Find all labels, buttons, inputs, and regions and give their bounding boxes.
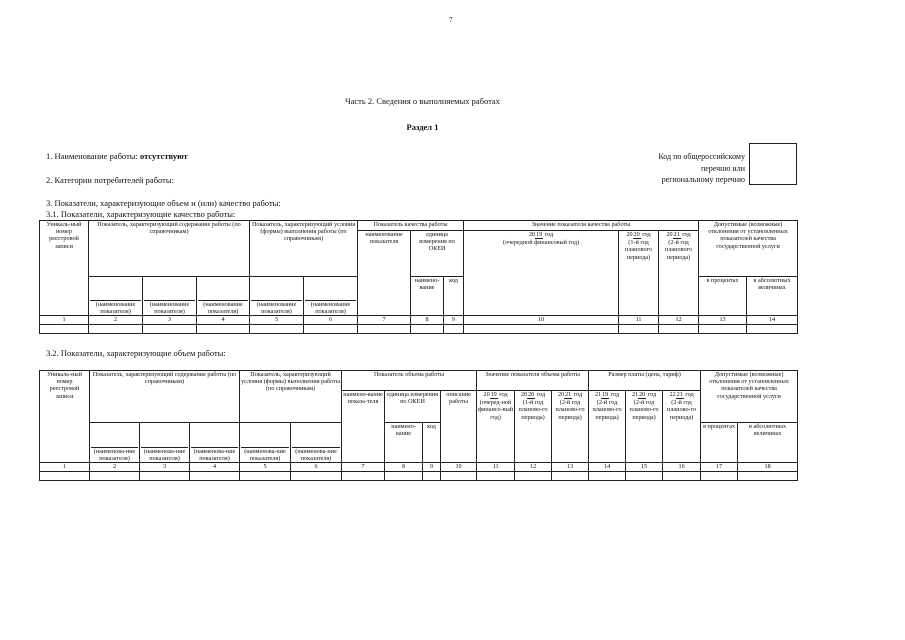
col-number: 5: [250, 316, 304, 325]
table-row-numbers: [40, 463, 798, 472]
table-cell[interactable]: [89, 325, 143, 334]
col-deviation-percent: в процентах: [701, 423, 738, 463]
work-name-label: 1. Наименование работы:: [46, 151, 140, 161]
col-unit-name: наимено-вание: [411, 277, 444, 316]
content-name-2: (наименование показателя): [143, 277, 197, 316]
col-volume-indicator: Показатель объема работы: [342, 371, 477, 391]
table-cell[interactable]: [250, 325, 304, 334]
col-fee-year-3: 2221 год (2-й год планово-го периода): [663, 391, 701, 463]
content-name-1: (наименова-ние показателя): [90, 423, 140, 463]
table-cell[interactable]: [663, 472, 701, 481]
col-number: 13: [699, 316, 747, 325]
work-name-line: [46, 151, 188, 161]
table-cell[interactable]: [464, 325, 619, 334]
col-volume-value: Значение показателя объема работы: [477, 371, 589, 391]
table-cell[interactable]: [40, 472, 90, 481]
table-cell[interactable]: [738, 472, 798, 481]
table-cell[interactable]: [444, 325, 464, 334]
quality-indicators-heading: 3.1. Показатели, характеризующие качество работы:: [46, 209, 236, 219]
table-cell[interactable]: [699, 325, 747, 334]
col-number: 11: [477, 463, 515, 472]
conditions-name-1: (наименование показателя): [250, 277, 304, 316]
table-cell[interactable]: [197, 325, 250, 334]
col-fee: Размер платы (цена, тариф): [589, 371, 701, 391]
col-work-description: описание работы: [441, 391, 477, 463]
col-number: 2: [89, 316, 143, 325]
table-cell[interactable]: [240, 472, 291, 481]
quality-indicators-table: [39, 220, 798, 334]
col-number: 12: [515, 463, 552, 472]
col-unit-code: код: [444, 277, 464, 316]
col-year-1: 2019 год (очередной финансовый год): [464, 231, 619, 316]
col-number: 9: [423, 463, 441, 472]
col-number: 7: [342, 463, 385, 472]
col-number: 18: [738, 463, 798, 472]
col-volume-year-2: 2020 год (1-й год планово-го периода): [515, 391, 552, 463]
col-number: 1: [40, 316, 89, 325]
table-cell[interactable]: [589, 472, 626, 481]
code-label-line: перечню или: [700, 163, 745, 173]
code-label: [600, 151, 745, 186]
col-quality-value: Значение показателя качества работы: [464, 221, 699, 231]
col-fee-year-2: 2120 год (2-й год планово-го периода): [626, 391, 663, 463]
col-number: 7: [358, 316, 411, 325]
col-number: 14: [747, 316, 798, 325]
col-number: 5: [240, 463, 291, 472]
col-number: 8: [385, 463, 423, 472]
volume-indicators-table: [39, 370, 798, 481]
table-cell[interactable]: [411, 325, 444, 334]
table-cell[interactable]: [515, 472, 552, 481]
col-number: 2: [90, 463, 140, 472]
content-name-3: (наименова-ние показателя): [190, 423, 240, 463]
table-cell[interactable]: [701, 472, 738, 481]
col-number: 6: [291, 463, 342, 472]
indicators-heading: 3. Показатели, характеризующие объем и (или) качество работы:: [46, 198, 281, 208]
col-quality-indicator: Показатель качества работы: [358, 221, 464, 231]
col-deviation-absolute: в абсолютных величинах: [747, 277, 798, 316]
col-deviation: Допустимые (возможные) отклонения от установленных показателей качества государственной услуги: [699, 221, 798, 277]
col-content-indicator: Показатель, характеризующий содержание работы (по справочникам): [90, 371, 240, 423]
section-title: Раздел 1: [406, 122, 439, 132]
col-number: 3: [143, 316, 197, 325]
col-volume-year-3: 2021 год (2-й год планово-го периода): [552, 391, 589, 463]
col-conditions-indicator: Показатель, характеризующий условия (формы) выполнения работы (по справочникам): [250, 221, 358, 277]
col-indicator-name: наименование показателя: [358, 231, 411, 316]
col-number: 13: [552, 463, 589, 472]
table-cell[interactable]: [140, 472, 190, 481]
table-cell[interactable]: [659, 325, 699, 334]
table-cell[interactable]: [477, 472, 515, 481]
table-cell[interactable]: [304, 325, 358, 334]
table-cell[interactable]: [40, 325, 89, 334]
col-number: 4: [190, 463, 240, 472]
col-unit-code: код: [423, 423, 441, 463]
content-name-3: (наименование показателя): [197, 277, 250, 316]
table-cell[interactable]: [190, 472, 240, 481]
code-input-box[interactable]: [749, 143, 797, 185]
table-cell[interactable]: [747, 325, 798, 334]
col-number: 1: [40, 463, 90, 472]
work-name-value: отсутствуют: [139, 151, 188, 161]
table-cell[interactable]: [358, 325, 411, 334]
table-cell[interactable]: [143, 325, 197, 334]
col-number: 4: [197, 316, 250, 325]
page-number: 7: [449, 16, 453, 24]
col-number: 17: [701, 463, 738, 472]
content-name-1: (наименование показателя): [89, 277, 143, 316]
part-title: Часть 2. Сведения о выполняемых работах: [345, 96, 500, 106]
code-label-line: Код по общероссийскому: [658, 152, 745, 161]
code-label-line: региональному перечню: [661, 175, 745, 184]
table-row: [40, 472, 798, 481]
table-cell[interactable]: [90, 472, 140, 481]
col-number: 14: [589, 463, 626, 472]
col-unit: единица измерения по ОКЕИ: [411, 231, 464, 277]
table-cell[interactable]: [423, 472, 441, 481]
col-number: 10: [464, 316, 619, 325]
col-number: 3: [140, 463, 190, 472]
col-number: 16: [663, 463, 701, 472]
col-number: 11: [619, 316, 659, 325]
table-row-numbers: [40, 316, 798, 325]
col-number: 8: [411, 316, 444, 325]
col-deviation-percent: в процентах: [699, 277, 747, 316]
col-conditions-indicator: Показатель, характеризующий условия (формы) выполнения работы (по справочникам): [240, 371, 342, 423]
col-unit-name: наимено-вание: [385, 423, 423, 463]
table-cell[interactable]: [342, 472, 385, 481]
col-number: 10: [441, 463, 477, 472]
col-content-indicator: Показатель, характеризующий содержание работы (по справочникам): [89, 221, 250, 277]
col-number: 6: [304, 316, 358, 325]
col-volume-name: наимено-вание показа-теля: [342, 391, 385, 463]
col-fee-year-1: 2119 год (2-й год планово-го периода): [589, 391, 626, 463]
table-cell[interactable]: [441, 472, 477, 481]
consumer-category-line: 2. Категории потребителей работы:: [46, 175, 174, 185]
col-unit: единица измерения по ОКЕИ: [385, 391, 441, 423]
conditions-name-1: (наименова-ние показателя): [240, 423, 291, 463]
col-volume-year-1: 2019 год (очеред-ной финансо-вый год): [477, 391, 515, 463]
table-cell[interactable]: [291, 472, 342, 481]
conditions-name-2: (наименова-ние показателя): [291, 423, 342, 463]
col-number: 15: [626, 463, 663, 472]
col-deviation-absolute: в абсолютных величинах: [738, 423, 798, 463]
col-unique-number: Уникаль-ный номер реестровой записи: [40, 221, 89, 316]
table-cell[interactable]: [619, 325, 659, 334]
table-cell[interactable]: [552, 472, 589, 481]
table-cell[interactable]: [626, 472, 663, 481]
volume-indicators-heading: 3.2. Показатели, характеризующие объем работы:: [46, 348, 226, 358]
table-row: [40, 325, 798, 334]
col-number: 12: [659, 316, 699, 325]
col-unique-number: Уникаль-ный номер реестровой записи: [40, 371, 90, 463]
col-deviation: Допустимые (возможные) отклонения от установленных показателей качества государственной услуги: [701, 371, 798, 423]
col-year-3: 2021 год (2-й год планового периода): [659, 231, 699, 316]
conditions-name-2: (наименование показателя): [304, 277, 358, 316]
col-year-2: 2020 год (1-й год планового периода): [619, 231, 659, 316]
table-cell[interactable]: [385, 472, 423, 481]
content-name-2: (наименова-ние показателя): [140, 423, 190, 463]
col-number: 9: [444, 316, 464, 325]
